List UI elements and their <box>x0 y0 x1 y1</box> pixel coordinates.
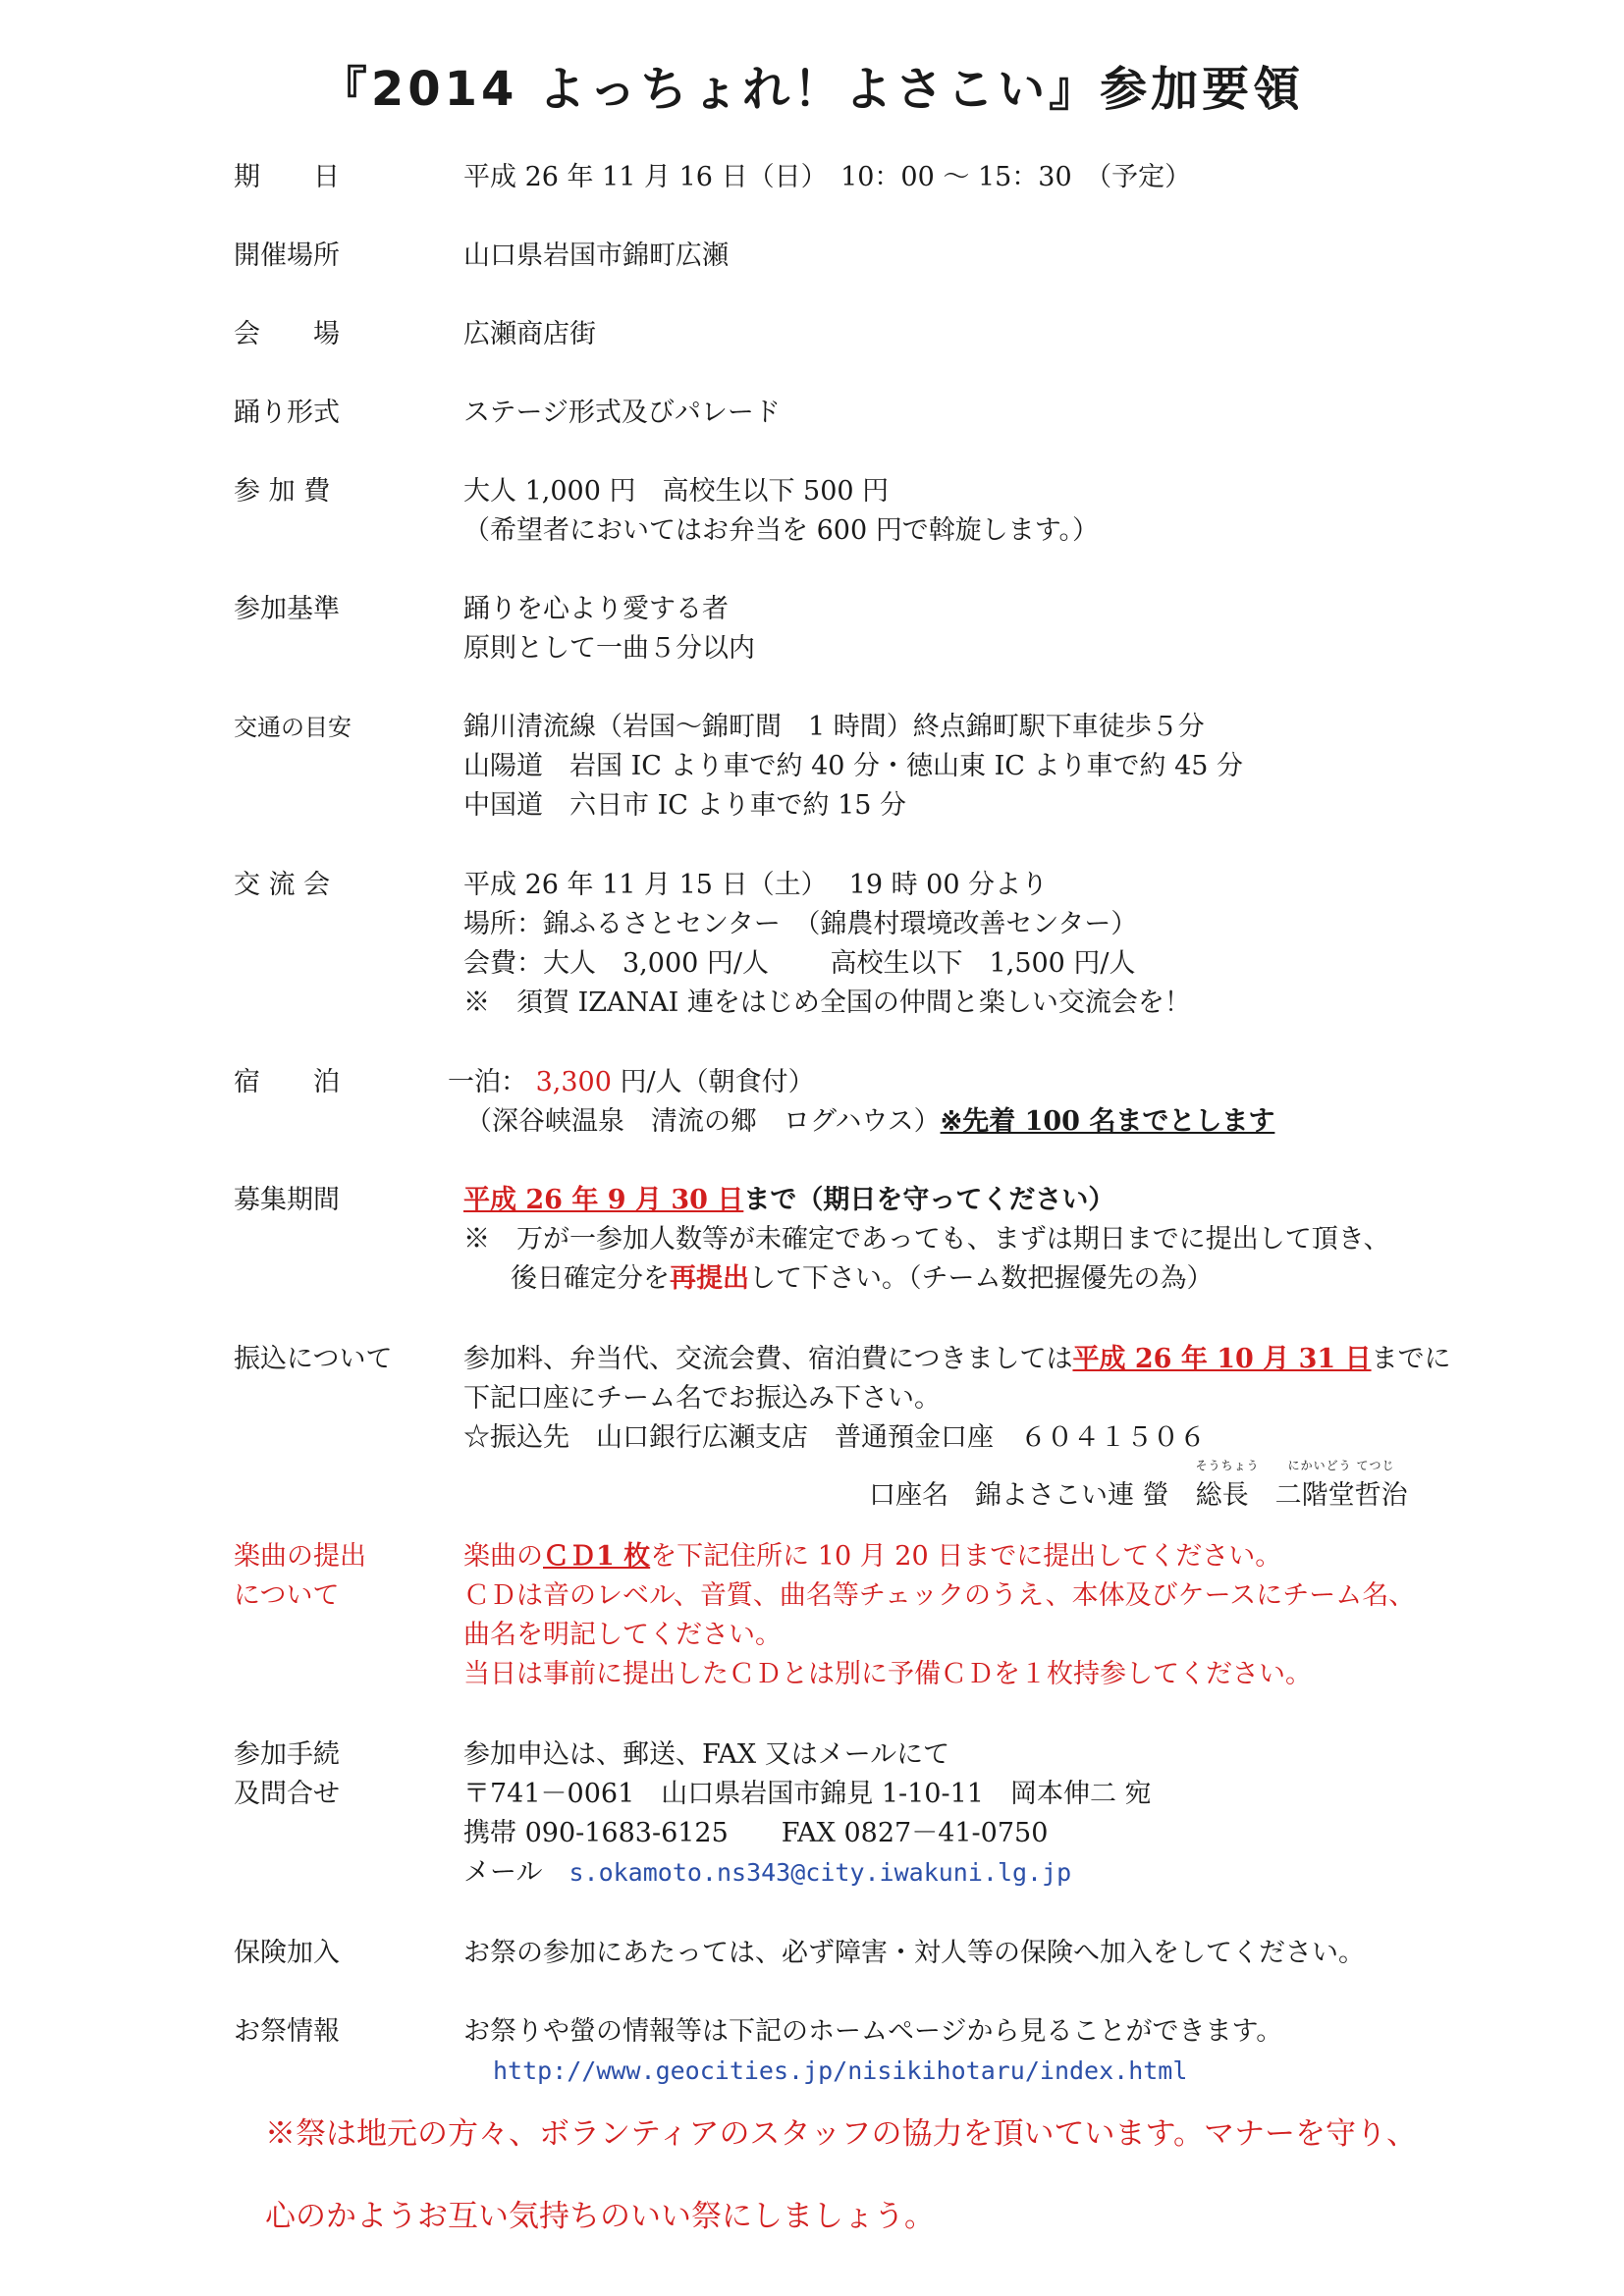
lodging-line-1-pre: 一泊： <box>448 1067 527 1097</box>
dance-format-label: 踊り形式 <box>234 398 340 428</box>
festival-info-text: お祭りや螢の情報等は下記のホームページから見ることができます。 <box>463 2016 1283 2047</box>
transfer-line-1 <box>463 1340 1485 1379</box>
music-line-1 <box>463 1537 1485 1576</box>
recruit-label: 募集期間 <box>234 1185 340 1215</box>
lodging-label: 宿 泊 <box>234 1067 340 1097</box>
music-line-1-post: を下記住所に 10 月 20 日までに提出してください。 <box>650 1541 1282 1572</box>
account-holder-text: 二階堂哲治 <box>1274 1480 1408 1511</box>
exchange-line-3: 会費：大人 3,000 円/人 高校生以下 1,500 円/人 <box>463 948 1136 979</box>
dance-format-text: ステージ形式及びパレード <box>463 398 781 428</box>
transfer-line-2: 下記口座にチーム名でお振込み下さい。 <box>463 1383 941 1414</box>
lodging-price: 3,300 <box>535 1067 612 1097</box>
date-label: 期 日 <box>234 162 340 192</box>
recruit-deadline-post: まで（期日を守ってください） <box>743 1185 1115 1215</box>
lodging-line-1 <box>448 1063 1469 1102</box>
homepage-link[interactable]: http://www.geocities.jp/nisikihotaru/index.html <box>493 2056 1188 2085</box>
criteria-line-1: 踊りを心より愛する者 <box>463 594 729 624</box>
recruit-note-2-post: して下さい。（チーム数把握優先の為） <box>749 1263 1214 1294</box>
recruit-note-2-pre: 後日確定分を <box>511 1263 670 1294</box>
music-label-2: について <box>234 1580 340 1611</box>
access-line-1: 錦川清流線（岩国〜錦町間 1 時間）終点錦町駅下車徒歩５分 <box>463 712 1205 742</box>
transfer-label: 振込について <box>234 1344 393 1374</box>
criteria-label: 参加基準 <box>234 594 340 624</box>
contact-mail-label: メール <box>463 1857 569 1888</box>
contact-label-1: 参加手続 <box>234 1739 340 1770</box>
transfer-deadline: 平成 26 年 10 月 31 日 <box>1072 1344 1372 1374</box>
recruit-deadline-line <box>463 1181 1485 1220</box>
lodging-line-1-post: 円/人（朝食付） <box>620 1067 815 1097</box>
criteria-line-2: 原則として一曲５分以内 <box>463 633 755 664</box>
fee-label: 参 加 費 <box>234 476 331 507</box>
exchange-label: 交 流 会 <box>234 870 331 900</box>
closing-notice-line-2: 心のかようお互い気持ちのいい祭にしましょう。 <box>265 2199 935 2234</box>
music-line-3: 曲名を明記してください。 <box>463 1620 782 1650</box>
recruit-note-1: ※ 万が一参加人数等が未確定であっても、まずは期日までに提出して頂き、 <box>463 1224 1390 1255</box>
account-name-pre: 口座名 錦よさこい連 螢 <box>869 1480 1196 1511</box>
account-title-text: 総長 <box>1195 1480 1249 1511</box>
contact-mail-line <box>463 1853 1485 1893</box>
insurance-label: 保険加入 <box>234 1938 340 1968</box>
music-line-4: 当日は事前に提出したＣＤとは別に予備ＣＤを１枚持参してください。 <box>463 1659 1312 1689</box>
fee-line-2: （希望者においてはお弁当を 600 円で斡旋します。） <box>463 515 1100 546</box>
venue-area-text: 山口県岩国市錦町広瀬 <box>463 240 729 271</box>
account-holder-reading: にかいどう てつじ <box>1287 1459 1395 1472</box>
contact-email-link[interactable]: s.okamoto.ns343@city.iwakuni.lg.jp <box>568 1858 1072 1887</box>
exchange-line-1: 平成 26 年 11 月 15 日（土） 19 時 00 分より <box>463 870 1049 900</box>
music-line-1-pre: 楽曲の <box>463 1541 543 1572</box>
account-title-reading: そうちょう <box>1195 1459 1260 1472</box>
account-name-line <box>869 1459 1408 1516</box>
music-label-1: 楽曲の提出 <box>234 1541 366 1572</box>
music-line-2: ＣＤは音のレベル、音質、曲名等チェックのうえ、本体及びケースにチーム名、 <box>463 1580 1416 1611</box>
account-title <box>1195 1459 1260 1516</box>
fee-line-1: 大人 1,000 円 高校生以下 500 円 <box>463 476 890 507</box>
recruit-deadline: 平成 26 年 9 月 30 日 <box>463 1185 744 1215</box>
contact-label-2: 及問合せ <box>234 1779 340 1809</box>
festival-info-label: お祭情報 <box>234 2016 340 2047</box>
access-label: 交通の目安 <box>234 714 352 741</box>
page-title: 『2014 よっちょれ！よさこい』参加要領 <box>319 62 1305 117</box>
closing-notice-line-1: ※祭は地元の方々、ボランティアのスタッフの協力を頂いています。マナーを守り、 <box>265 2116 1418 2152</box>
exchange-line-2: 場所：錦ふるさとセンター （錦農村環境改善センター） <box>463 909 1138 939</box>
venue-label: 会 場 <box>234 319 340 349</box>
venue-text: 広瀬商店街 <box>463 319 596 349</box>
lodging-line-2-pre: （深谷峡温泉 清流の郷 ログハウス） <box>465 1106 941 1137</box>
transfer-line-3: ☆振込先 山口銀行広瀬支店 普通預金口座 ６０４１５０６ <box>463 1422 1206 1453</box>
access-line-3: 中国道 六日市 IC より車で約 15 分 <box>463 790 907 821</box>
insurance-text: お祭の参加にあたっては、必ず障害・対人等の保険へ加入をしてください。 <box>463 1938 1365 1968</box>
transfer-line-1-post: までに <box>1371 1344 1451 1374</box>
lodging-line-2 <box>448 1102 1469 1142</box>
transfer-line-1-pre: 参加料、弁当代、交流会費、宿泊費につきましては <box>463 1344 1073 1374</box>
account-holder <box>1274 1459 1408 1516</box>
contact-line-1: 参加申込は、郵送、FAX 又はメールにて <box>463 1739 950 1770</box>
venue-area-label: 開催場所 <box>234 240 340 271</box>
access-line-2: 山陽道 岩国 IC より車で約 40 分・徳山東 IC より車で約 45 分 <box>463 751 1244 781</box>
contact-line-3: 携帯 090-1683-6125 FAX 0827－41-0750 <box>463 1818 1049 1848</box>
exchange-line-4: ※ 須賀 IZANAI 連をはじめ全国の仲間と楽しい交流会を！ <box>463 988 1191 1018</box>
recruit-note-2 <box>463 1259 1485 1299</box>
lodging-first-come-note: ※先着 100 名までとします <box>940 1106 1275 1137</box>
recruit-resubmit: 再提出 <box>670 1263 749 1294</box>
music-cd-count: ＣＤ1 枚 <box>543 1541 651 1572</box>
date-text: 平成 26 年 11 月 16 日（日） 10：00 〜 15：30 （予定） <box>463 162 1192 192</box>
contact-line-2: 〒741－0061 山口県岩国市錦見 1-10-11 岡本伸二 宛 <box>463 1779 1152 1809</box>
